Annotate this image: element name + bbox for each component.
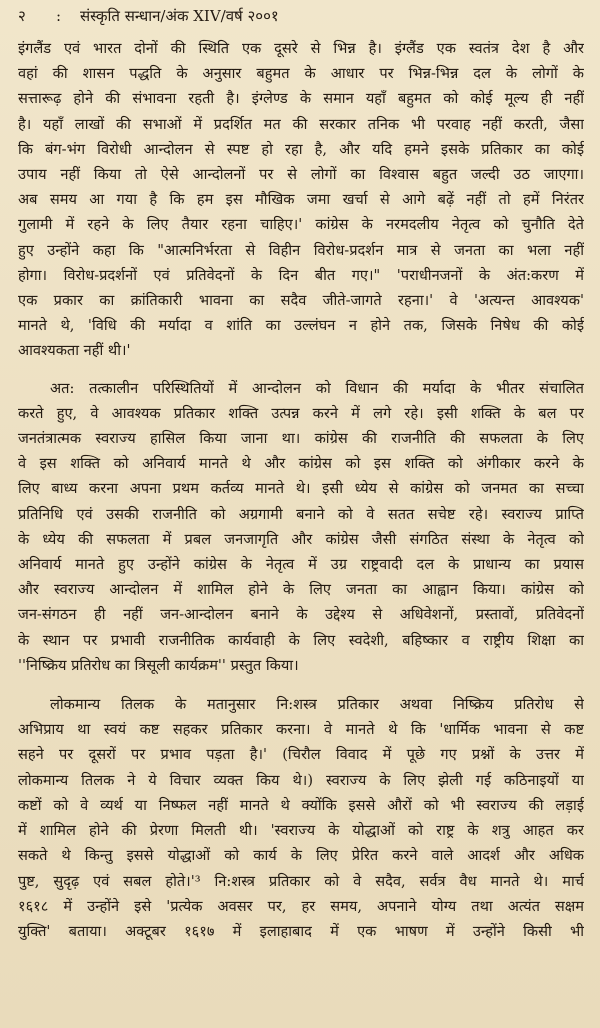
text-line: में शामिल होने की प्रेरणा मिलती थी। 'स्वराज्य के योद्धाओं को राष्ट्र के शत्रु आहत कर	[18, 822, 584, 840]
text-line: गुलामी में रहने के लिए तैयार रहना चाहिए।' कांग्रेस के नरमदलीय नेतृत्व को चुनौति देते	[18, 216, 584, 234]
text-line: आवश्यकता नहीं थी।'	[18, 342, 131, 360]
text-line: लोकमान्य तिलक ने ये विचार व्यक्त किय थे।) स्वराज्य के लिए झेली गई कठिनाइयों या	[18, 771, 584, 789]
text-line: करते हुए, वे आवश्यक प्रतिकार शक्ति उत्पन्न करने में लगे रहे। इसी शक्ति के बल पर	[18, 404, 584, 422]
text-line: है। यहाँ लाखों की सभाओं में प्रदर्शित मत की सरकार तनिक भी परवाह नहीं करती, जैसा	[18, 115, 584, 133]
text-line: वहां की शासन पद्धति के अनुसार बहुमत के आधार पर भिन्न-भिन्न दल के लोगों के	[18, 65, 584, 83]
text-line: कष्टों को वे व्यर्थ या निष्फल नहीं मानते थे क्योंकि इससे औरों को भी स्वराज्य की लड़ाई	[18, 796, 584, 814]
text-line: होगा। विरोध-प्रदर्शनों एवं प्रतिवेदनों के दिन बीत गए।" 'पराधीनजनों के अंत:करण में	[18, 266, 584, 284]
text-line: कि बंग-भंग विरोधी आन्दोलन से स्पष्ट हो रहा है, और यदि हमने इसके प्रतिकार का कोई	[18, 140, 584, 158]
text-line: मानते थे, 'विधि की मर्यादा व शांति का उल्लंघन न होने तक, जिसके निषेध की कोई	[18, 317, 584, 335]
text-line: एक प्रकार का क्रांतिकारी भावना का सदैव जीते-जागते रहना।' वे 'अत्यन्त आवश्यक'	[18, 292, 584, 310]
paragraph-3	[18, 692, 584, 944]
text-line: अत: तत्कालीन परिस्थितियों में आन्दोलन को विधान की मर्यादा के भीतर संचालित	[50, 379, 584, 397]
text-line: जन-संगठन ही नहीं जन-आन्दोलन बनाने के उद्देश्य से अधिवेशनों, प्रस्तावों, प्रतिवेदनों	[18, 606, 584, 624]
journal-title: संस्कृति सन्धान/अंक XIV/वर्ष २००१	[80, 7, 279, 25]
text-line: १६१८ में उन्होंने इसे 'प्रत्येक अवसर पर, हर समय, अपनाने योग्य तथा अत्यंत सक्षम	[18, 897, 584, 915]
text-line: इंगलैंड एवं भारत दोनों की स्थिति एक दूसरे से भिन्न है। इंग्लैंड एक स्वतंत्र देश है और	[18, 40, 584, 57]
text-line: अब समय आ गया है कि हम इस मौखिक जमा खर्चा से आगे बढ़ें नहीं तो हमें निरंतर	[18, 191, 584, 209]
header-separator: :	[56, 7, 62, 25]
text-line: युक्ति' बताया। अक्टूबर १६१७ में इलाहाबाद में एक भाषण में उन्होंने किसी भी	[18, 922, 584, 940]
running-header	[18, 6, 584, 30]
text-line: जनतंत्रात्मक स्वराज्य हासिल किया जाना था। कांग्रेस की राजनीति की सफलता के लिए	[18, 430, 584, 448]
text-line: सहने पर दूसरों पर प्रभाव पड़ता है।' (चिरौल विवाद में पूछे गए प्रश्नों के उत्तर में	[18, 746, 584, 764]
text-line: हुए उन्होंने कहा कि "आत्मनिर्भरता से विहीन विरोध-प्रदर्शन मात्र से जनता का भला नहीं	[18, 241, 584, 259]
text-line: प्रतिनिधि एवं उसकी राजनीति को अग्रगामी बनाने को वे सतत सचेष्ट रहे। स्वराज्य प्राप्ति	[18, 505, 584, 523]
text-line: उपाय नहीं किया तो ऐसे आन्दोलनों पर से लोगों का विश्वास बहुत जल्दी उठ जाएगा।	[18, 166, 584, 184]
text-line: सत्तारूढ़ होने की संभावना रहती है। इंग्लेण्ड के समान यहाँ बहुमत को कोई मूल्य ही नहीं	[18, 90, 584, 108]
text-line: के ध्येय की सफलता में प्रबल जनजागृति और कांग्रेस जैसी संगठित संस्था के नेतृत्व को	[18, 530, 584, 548]
text-line: सकते थे किन्तु इससे योद्धाओं को कार्य के लिए प्रेरित करने वाले आदर्श और अधिक	[18, 847, 584, 865]
paragraph-2	[18, 376, 584, 678]
page-number: २	[18, 7, 26, 25]
text-line: के स्थान पर प्रभावी राजनीतिक कार्यवाही के लिए स्वदेशी, बहिष्कार व राष्ट्रीय शिक्षा का	[18, 631, 584, 649]
paragraph-gap	[18, 364, 584, 376]
paragraph-1	[18, 36, 584, 364]
text-line: लोकमान्य तिलक के मतानुसार नि:शस्त्र प्रतिकार अथवा निष्क्रिय प्रतिरोध से	[50, 696, 584, 714]
paragraph-gap	[18, 678, 584, 692]
text-line: अनिवार्य मानते हुए उन्होंने कांग्रेस के नेतृत्व में उग्र राष्ट्रवादी दल के प्राधान्य का प्रयास	[18, 556, 584, 574]
text-line: ''निष्क्रिय प्रतिरोध का त्रिसूली कार्यक्रम'' प्रस्तुत किया।	[18, 656, 299, 674]
text-line: वे इस शक्ति को अनिवार्य मानते थे और कांग्रेस को इस शक्ति को अंगीकार करने के	[18, 455, 584, 473]
text-line: लिए बाध्य करना अपना प्रथम कर्तव्य मानते थे। इसी ध्येय से कांग्रेस को जनमत का सच्चा	[18, 480, 584, 498]
text-line: पुष्ट, सुदृढ़ एवं सबल होते।'³ नि:शस्त्र प्रतिकार को वे सदैव, सर्वत्र वैध मानते थे। मार्च	[18, 872, 584, 890]
text-line: और स्वराज्य आन्दोलन में शामिल होने के लिए जनता का आह्वान किया। कांग्रेस को	[18, 581, 584, 599]
text-line: अभिप्राय था स्वयं कष्ट सहकर प्रतिकार करना। वे मानते थे कि 'धार्मिक भावना से कष्ट	[18, 721, 584, 739]
